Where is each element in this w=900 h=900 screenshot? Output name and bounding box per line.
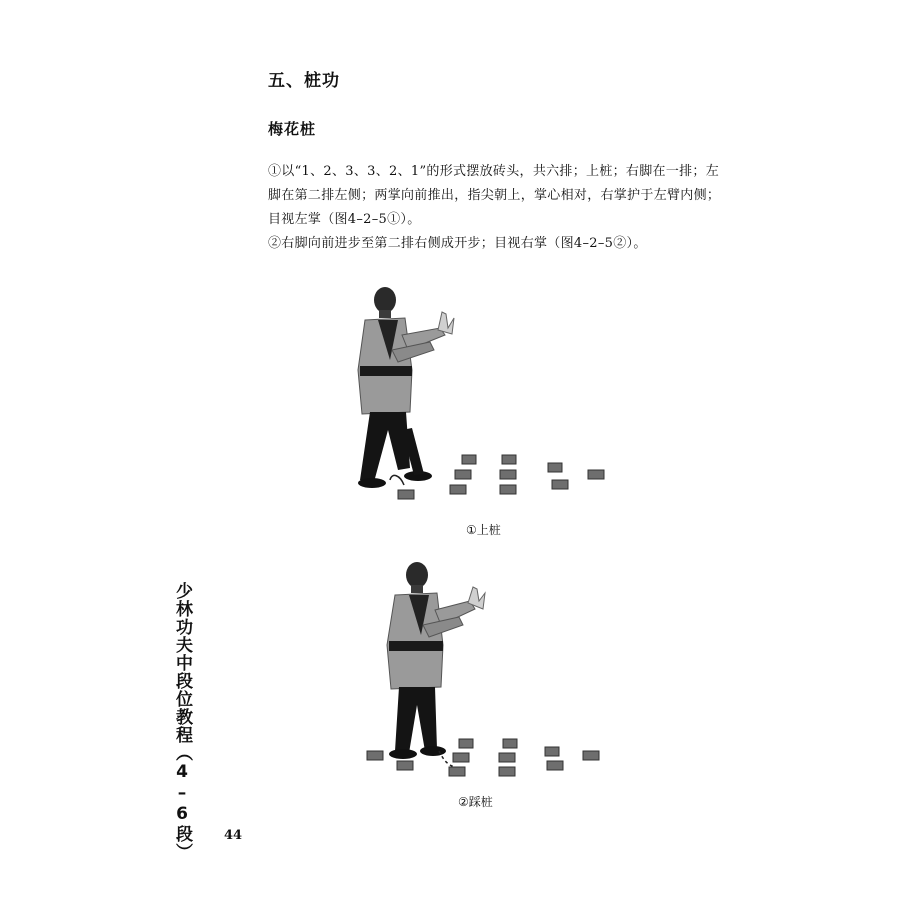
- paragraph-step-1: ①以“1、2、3、3、2、1”的形式摆放砖头，共六排；上桩；右脚在一排；左脚在第二排左侧；两掌向前推出，指尖朝上，掌心相对，右掌护于左臂内侧；目视左掌（图4–2–5①）。: [268, 164, 721, 227]
- martial-artist-figure-1: [358, 287, 454, 488]
- figure-2-caption: ②踩桩: [458, 795, 493, 809]
- figure-1-photo: [330, 280, 680, 510]
- figure-2-photo: [355, 555, 625, 785]
- book-title-vertical: 少林功夫中段位教程（4–6段）: [172, 582, 192, 861]
- page-number: 44: [224, 828, 243, 843]
- subsection-title: 梅花桩: [268, 120, 317, 138]
- section-title: 五、桩功: [268, 71, 340, 91]
- martial-artist-figure-2: [387, 562, 485, 759]
- paragraph-step-2: ②右脚向前进步至第二排右侧成开步；目视右掌（图4–2–5②）。: [268, 236, 647, 251]
- body-text: [268, 160, 728, 256]
- figure-1-caption: ①上桩: [466, 523, 501, 537]
- movement-arrow-1: [390, 475, 404, 485]
